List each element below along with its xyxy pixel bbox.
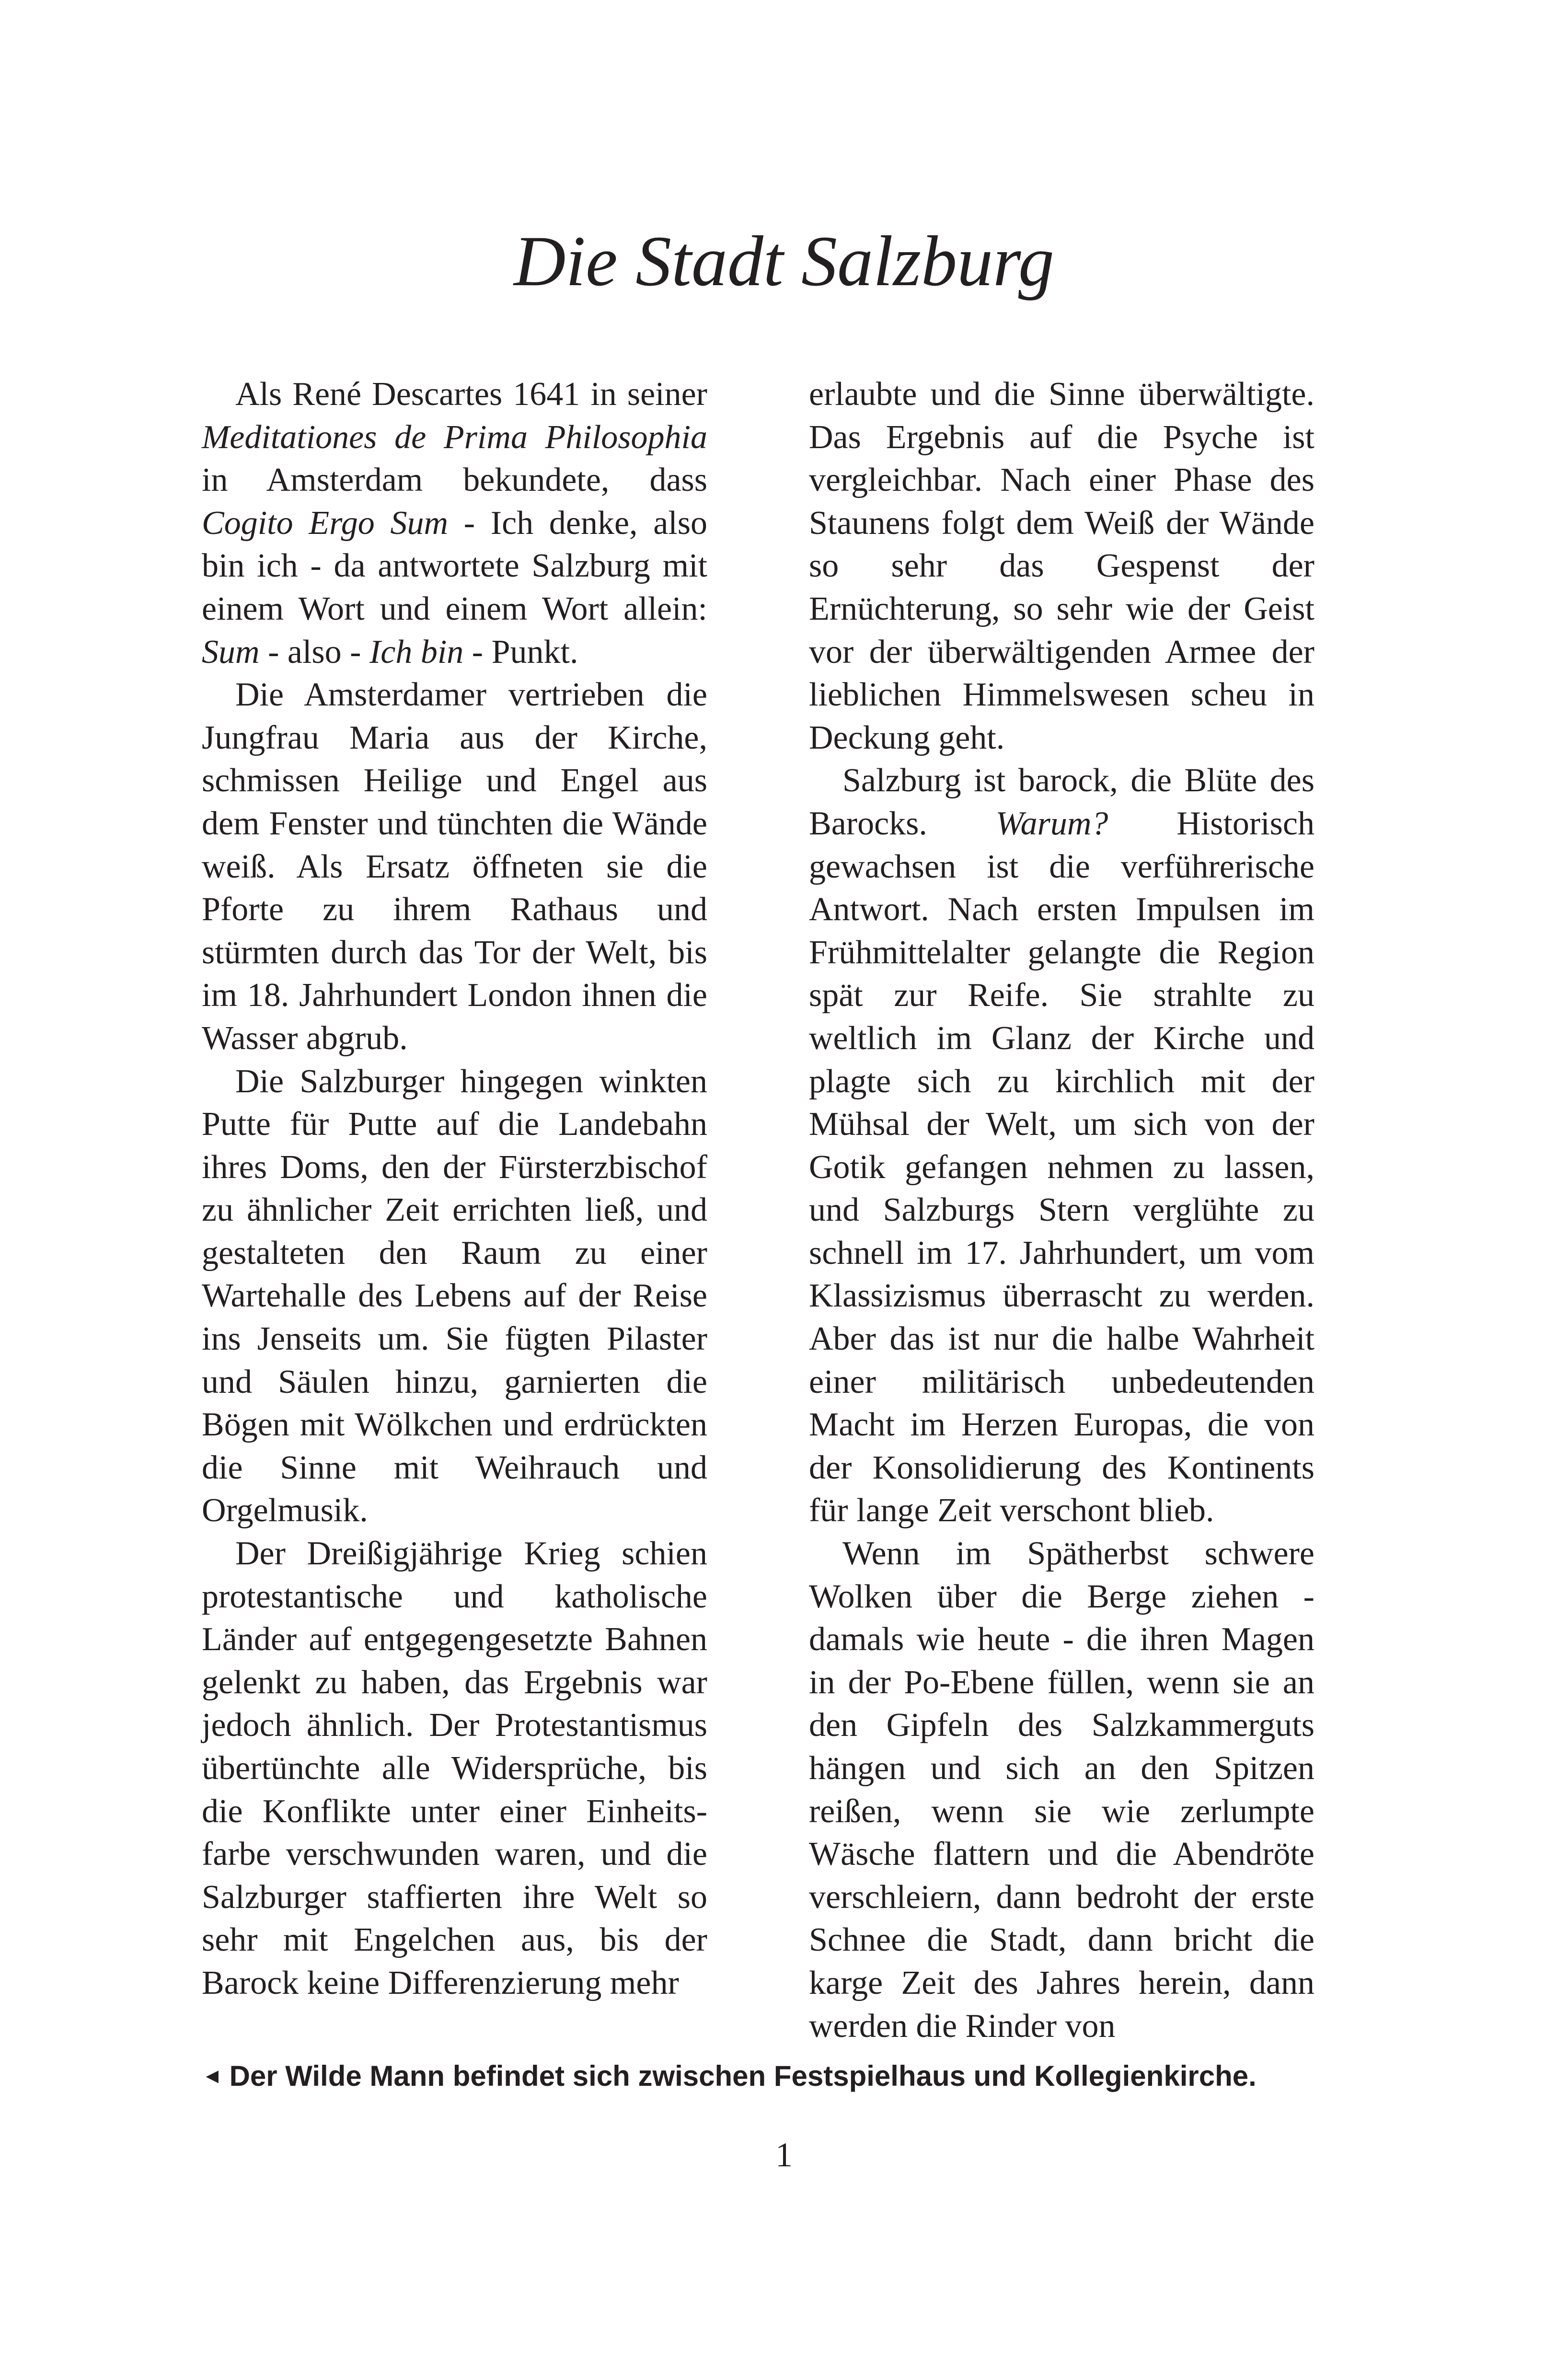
text-run: - Punkt. xyxy=(463,633,578,671)
paragraph-barock xyxy=(809,759,1314,1532)
page-number: 1 xyxy=(775,2136,793,2174)
left-arrow-icon: ◄ xyxy=(202,2064,223,2088)
caption-text: Der Wilde Mann befindet sich zwischen Festspielhaus und Kollegienkirche. xyxy=(229,2060,1257,2092)
text-run: Salzburg ist barock, die Blüte des Barocks. xyxy=(809,762,1314,842)
text-column-right xyxy=(809,373,1314,2047)
paragraph-descartes xyxy=(202,373,707,673)
paragraph-continuation: erlaubte und die Sinne überwältigte. Das Ergebnis auf die Psyche ist vergleichbar. Nach einer Phase des Staunens folgt dem Weiß der Wände so sehr das Gespenst der Ernüchterung, so sehr wie der Geist vor der überwältigenden Armee der lieblichen Himmelswesen scheu in Deckung geht. xyxy=(809,376,1314,756)
image-caption xyxy=(202,2059,1352,2093)
italic-ich-bin: Ich bin xyxy=(369,633,464,671)
text-column-left xyxy=(202,373,707,2005)
paragraph-dreissigjaehriger-krieg: Der Dreißigjährige Krieg schien protestantische und katholische Länder auf entgegengesetzte Bahnen gelenkt zu haben, das Ergebnis war jedoch ähnlich. Der Protestantismus übertünchte alle Widersprüche, bis die Konflikte unter einer Einheitsfarbe verschwunden waren, und die Salzburger staffierten ihre Welt so sehr mit Engelchen aus, bis der Barock keine Differenzierung mehr xyxy=(202,1535,707,2001)
text-run: Als René Descartes 1641 in seiner xyxy=(235,376,707,413)
text-run: - also - xyxy=(259,633,369,671)
text-run: - Ich denke, also bin ich - da antwortete Salzburg mit einem Wort und einem Wort allein: xyxy=(202,504,707,627)
page-title: Die Stadt Salzburg xyxy=(514,221,1054,301)
text-run: in Amsterdam bekundete, dass xyxy=(202,462,707,499)
italic-book-title: Meditationes de Prima Philosophia xyxy=(202,418,707,456)
italic-latin-quote: Cogito Ergo Sum xyxy=(202,504,448,542)
paragraph-salzburger: Die Salzburger hingegen winkten Putte für Putte auf die Landebahn ihres Doms, den der Fürsterzbischof zu ähnlicher Zeit errichten ließ, und gestalteten den Raum zu einer Wartehalle des Lebens auf der Reise ins Jenseits um. Sie fügten Pilaster und Säulen hinzu, garnierten die Bögen mit Wölkchen und erdrückten die Sinne mit Weihrauch und Orgelmusik. xyxy=(202,1063,707,1529)
italic-latin-word: Sum xyxy=(202,633,260,671)
text-run: Historisch gewachsen ist die verführerische Antwort. Nach ersten Impulsen im Frühmittelalter gelangte die Region spät zur Reife. Sie strahlte zu weltlich im Glanz der Kirche und plagte sich zu kirchlich mit der Mühsal der Welt, um sich von der Gotik gefangen nehmen zu lassen, und Salzburgs Stern verglühte zu schnell im 17. Jahrhundert, um vom Klassizismus überrascht zu werden. Aber das ist nur die halbe Wahrheit einer militärisch unbedeutenden Macht im Herzen Europas, die von der Konsolidierung des Kontinents für lange Zeit verschont blieb. xyxy=(809,805,1314,1529)
paragraph-amsterdamer: Die Amsterdamer vertrieben die Jungfrau Maria aus der Kirche, schmissen Heilige und Engel aus dem Fenster und tünchten die Wände weiß. Als Ersatz öffneten sie die Pforte zu ihrem Rathaus und stürmten durch das Tor der Welt, bis im 18. Jahrhundert London ihnen die Wasser abgrub. xyxy=(202,676,707,1057)
italic-warum: Warum? xyxy=(995,805,1108,842)
paragraph-spaetherbst: Wenn im Spätherbst schwere Wolken über die Berge ziehen - damals wie heute - die ihren Magen in der Po-Ebene füllen, wenn sie an den Gipfeln des Salzkammerguts hängen und sich an den Spitzen reißen, wenn sie wie zerlumpte Wäsche flattern und die Abendröte verschleiern, dann bedroht der erste Schnee die Stadt, dann bricht die karge Zeit des Jahres herein, dann werden die Rinder von xyxy=(809,1535,1314,2045)
